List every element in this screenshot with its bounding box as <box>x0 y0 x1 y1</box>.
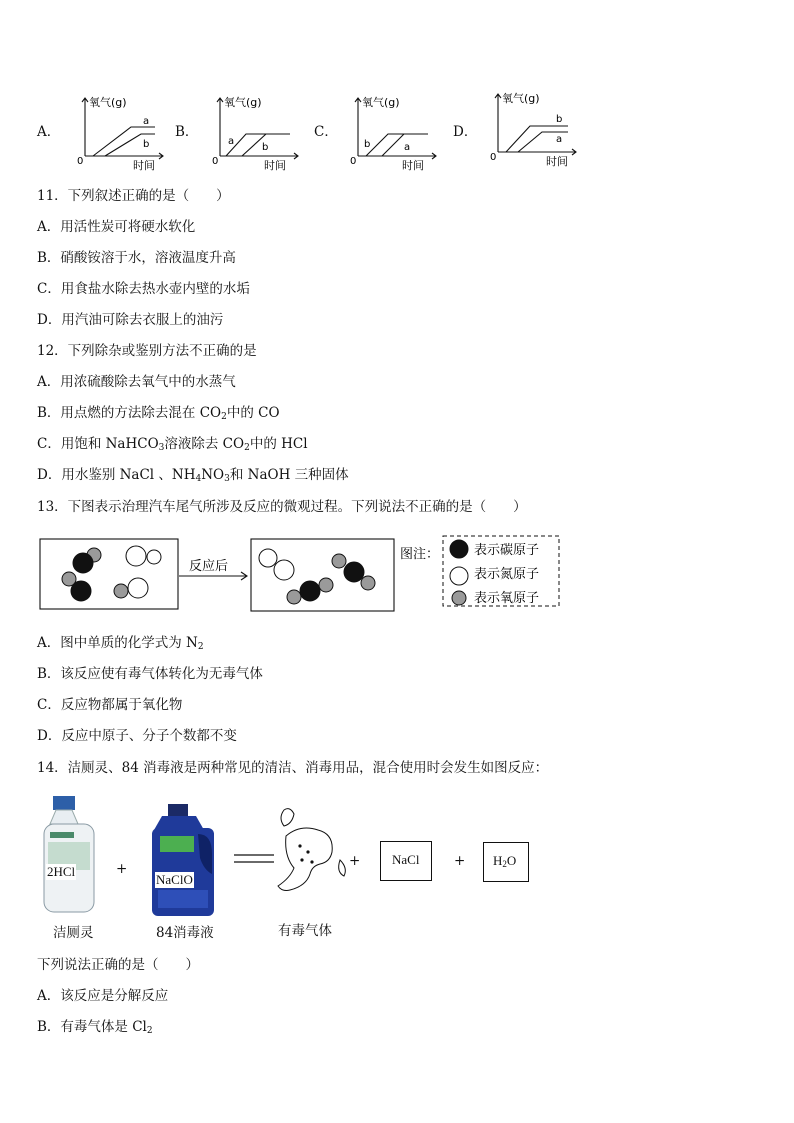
bottle-formula: NaClO <box>156 872 193 887</box>
series-label: b <box>262 142 269 153</box>
option-d: D．反应中原子、分子个数都不变 <box>37 728 237 744</box>
bottle-label: 洁厕灵 <box>53 925 94 941</box>
option-a: A．该反应是分解反应 <box>37 988 169 1004</box>
graph-b <box>210 92 305 174</box>
origin-label: 0 <box>350 156 357 167</box>
question-13-stem: 13．下图表示治理汽车尾气所涉及反应的微观过程。下列说法不正确的是（ ） <box>37 499 527 515</box>
x-axis-label: 时间 <box>402 159 424 172</box>
bottle-disinfectant <box>148 804 218 918</box>
nitrogen-atom-icon <box>450 567 468 585</box>
toxic-gas-icon <box>266 804 356 900</box>
legend-title: 图注： <box>400 547 440 562</box>
series-label: a <box>556 134 563 145</box>
option-c: C．用饱和 NaHCO$_3$溶液除去 $CO_2$中的 HCl <box>37 436 308 453</box>
y-axis-label: 氧气(g) <box>362 96 400 109</box>
option-d: D．用水鉴别 NaCl 、$NH_4NO_3$和 NaOH 三种固体 <box>37 467 349 484</box>
carbon-atom-icon <box>450 540 468 558</box>
gas-label: 有毒气体 <box>278 923 332 939</box>
legend-item: 表示氮原子 <box>474 567 540 582</box>
question-14-stem: 14．洁厕灵、84 消毒液是两种常见的清洁、消毒用品，混合使用时会发生如图反应： <box>37 760 549 776</box>
option-letter: B． <box>175 124 199 140</box>
series-label: a <box>228 136 235 147</box>
option-c: C．用食盐水除去热水壶内壁的水垢 <box>37 281 250 297</box>
option-a: A．用活性炭可将硬水软化 <box>37 219 196 235</box>
y-axis-label: 氧气(g) <box>502 92 540 105</box>
series-label: a <box>404 142 411 153</box>
x-axis-label: 时间 <box>264 159 286 172</box>
question-12-stem: 12．下列除杂或鉴别方法不正确的是 <box>37 343 257 359</box>
option-b: B．用点燃的方法除去混在 $CO_2$中的 CO <box>37 405 280 422</box>
plus-sign: + <box>116 861 128 877</box>
product-water: $H_2O$ <box>493 853 517 869</box>
option-c: C．反应物都属于氧化物 <box>37 697 183 713</box>
option-a: A．用浓硫酸除去氧气中的水蒸气 <box>37 374 236 390</box>
question-11-stem: 11．下列叙述正确的是（ ） <box>37 188 230 204</box>
x-axis-label: 时间 <box>133 159 155 172</box>
plus-sign: + <box>349 853 361 869</box>
y-axis-label: 氧气(g) <box>224 96 262 109</box>
series-label: a <box>143 116 150 127</box>
option-b: B．有毒气体是 $Cl_2$ <box>37 1019 153 1036</box>
bottle-label: 84消毒液 <box>156 925 214 941</box>
reaction-diagram <box>38 530 568 616</box>
y-axis-label: 氧气(g) <box>89 96 127 109</box>
option-a: A．图中单质的化学式为 $N_2$ <box>37 635 204 652</box>
series-label: b <box>143 139 150 150</box>
graph-d <box>488 88 583 170</box>
oxygen-atom-icon <box>452 591 466 605</box>
option-letter: D． <box>453 124 478 140</box>
option-letter: A． <box>37 124 61 140</box>
origin-label: 0 <box>212 156 219 167</box>
option-b: B．该反应使有毒气体转化为无毒气体 <box>37 666 263 682</box>
arrow-label: 反应后 <box>189 559 229 574</box>
plus-sign: + <box>454 853 466 869</box>
origin-label: 0 <box>77 156 84 167</box>
legend-item: 表示氧原子 <box>474 591 540 606</box>
option-d: D．用汽油可除去衣服上的油污 <box>37 312 224 328</box>
question-14-prompt: 下列说法正确的是（ ） <box>37 957 199 973</box>
series-label: b <box>364 139 371 150</box>
bottle-cleaner <box>38 794 100 918</box>
bottle-formula: 2HCl <box>47 864 76 879</box>
series-label: b <box>556 114 563 125</box>
x-axis-label: 时间 <box>546 155 568 168</box>
legend-item: 表示碳原子 <box>474 543 540 558</box>
product-nacl: NaCl <box>392 852 420 867</box>
option-letter: C． <box>314 124 338 140</box>
graph-c <box>348 92 443 174</box>
graph-a <box>75 92 170 174</box>
option-b: B．硝酸铵溶于水，溶液温度升高 <box>37 250 236 266</box>
origin-label: 0 <box>490 152 497 163</box>
